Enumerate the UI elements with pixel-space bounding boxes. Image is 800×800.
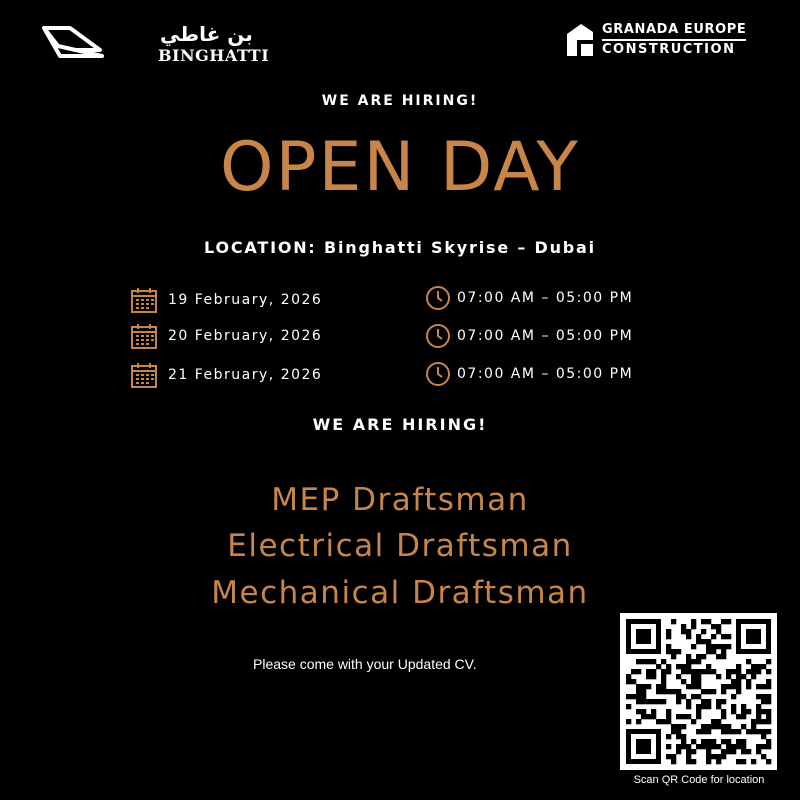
calendar-icon: [130, 362, 158, 388]
schedule-time-row: [425, 361, 633, 387]
calendar-icon: [130, 323, 158, 349]
schedule-time: 07:00 AM – 05:00 PM: [457, 366, 634, 382]
qr-caption: Scan QR Code for location: [633, 774, 765, 786]
role-title: Electrical Draftsman: [227, 528, 573, 564]
schedule-time-row: [425, 323, 633, 349]
schedule-time-row: [425, 285, 633, 311]
binghatti-mark-icon: [40, 22, 106, 62]
schedule-time: 07:00 AM – 05:00 PM: [457, 328, 634, 344]
schedule-date: 21 February, 2026: [168, 367, 323, 383]
schedule-date: 20 February, 2026: [168, 328, 323, 344]
location-line: LOCATION: Binghatti Skyrise – Dubai: [204, 238, 596, 257]
clock-icon: [425, 285, 451, 311]
clock-icon: [425, 323, 451, 349]
binghatti-arabic-name: بن غاطي: [160, 22, 253, 46]
granada-logo: [565, 22, 765, 62]
schedule-time: 07:00 AM – 05:00 PM: [457, 290, 634, 306]
calendar-icon: [130, 287, 158, 313]
binghatti-logo: [40, 22, 270, 65]
granada-name-line2: CONSTRUCTION: [602, 42, 736, 57]
page-title: OPEN DAY: [220, 128, 580, 207]
role-title: Mechanical Draftsman: [211, 575, 589, 611]
schedule-date-row: [130, 362, 322, 388]
schedule-date-row: [130, 287, 322, 313]
granada-name-line1: GRANADA EUROPE: [602, 22, 746, 41]
hiring-heading: WE ARE HIRING!: [312, 415, 488, 434]
hiring-kicker: WE ARE HIRING!: [321, 93, 479, 109]
binghatti-latin-name: BINGHATTI: [158, 46, 270, 65]
qr-code-icon: [620, 613, 777, 770]
schedule-date-row: [130, 323, 322, 349]
schedule-date: 19 February, 2026: [168, 292, 323, 308]
qr-code[interactable]: [620, 613, 777, 770]
cv-note: Please come with your Updated CV.: [253, 656, 477, 672]
role-title: MEP Draftsman: [271, 482, 529, 518]
granada-mark-icon: [565, 22, 595, 56]
clock-icon: [425, 361, 451, 387]
